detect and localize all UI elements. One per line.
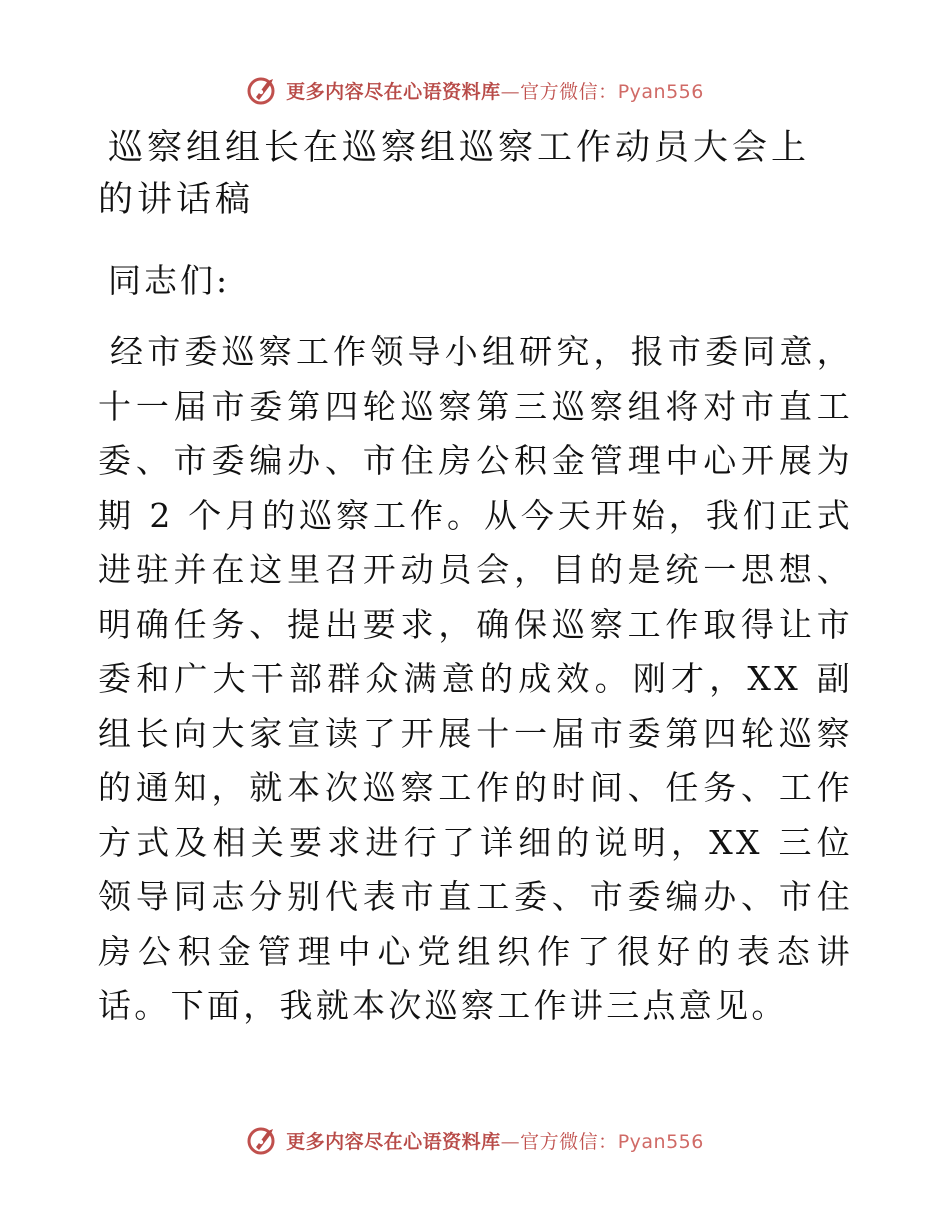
pen-nib-circle-icon [246, 73, 280, 107]
watermark-text [286, 1127, 704, 1154]
body-paragraph: 经市委巡察工作领导小组研究，报市委同意，十一届市委第四轮巡察第三巡察组将对市直工委、市委编办、市住房公积金管理中心开展为期 2 个月的巡察工作。从今天开始，我们正式进驻并在这里召开动员会，目的是统一思想、明确任务、提出要求，确保巡察工作取得让市委和广大干部群众满意的成效。刚才，XX 副组长向大家宣读了开展十一届市委第四轮巡察的通知，就本次巡察工作的时间、任务、工作方式及相关要求进行了详细的说明，XX 三位领导同志分别代表市直工委、市委编办、市住房公积金管理中心党组织作了很好的表态讲话。下面，我就本次巡察工作讲三点意见。 [98, 332, 853, 1025]
footer-watermark [0, 1120, 950, 1160]
watermark-wechat-id: Pyan556 [617, 80, 704, 103]
salutation: 同志们: [108, 261, 231, 300]
header-watermark [0, 70, 950, 110]
watermark-dash: — [500, 80, 521, 103]
watermark-text [286, 77, 704, 104]
watermark-wechat-label: 官方微信： [520, 80, 618, 103]
watermark-main: 更多内容尽在心语资料库 [286, 80, 501, 103]
watermark-main: 更多内容尽在心语资料库 [286, 1130, 501, 1153]
watermark-dash: — [500, 1130, 521, 1153]
watermark-wechat-label: 官方微信： [520, 1130, 618, 1153]
watermark-wechat-id: Pyan556 [617, 1130, 704, 1153]
page-title: 巡察组组长在巡察组巡察工作动员大会上的讲话稿 [98, 128, 811, 220]
pen-nib-circle-icon [246, 1123, 280, 1157]
